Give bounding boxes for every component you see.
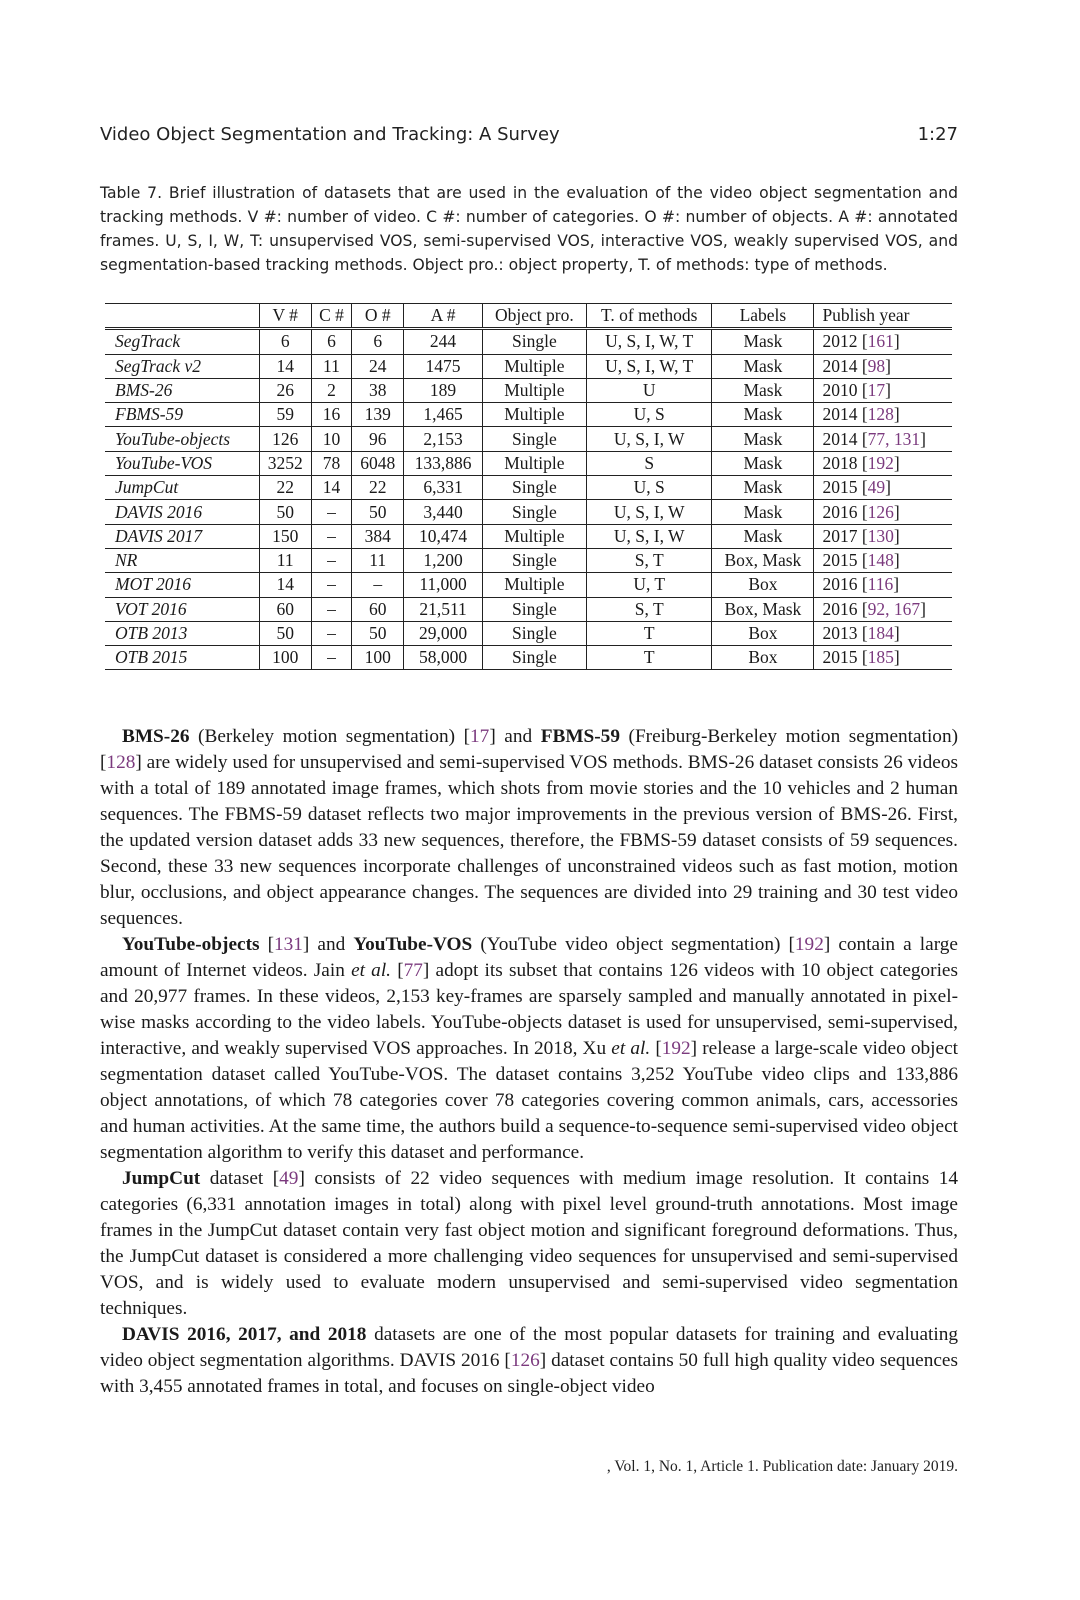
cell-name: OTB 2015 [115,647,188,668]
dataset-name: YouTube-objects [122,934,260,955]
cell-a: 1475 [404,354,482,378]
cell-year: 2013 [184] [814,621,952,645]
cell-o: 100 [352,646,404,670]
cell-year: 2015 [49] [814,476,952,500]
cell-t: U, S, I, W [587,524,712,548]
table-row [105,378,952,402]
running-header [100,124,958,145]
running-title: Video Object Segmentation and Tracking: A Survey [100,124,560,145]
citation-link[interactable]: 49 [279,1168,299,1189]
citation-link[interactable]: 130 [867,525,894,546]
cell-t: S, T [587,597,712,621]
cell-year: 2010 [17] [814,378,952,402]
cell-t: U [587,378,712,402]
citation-link[interactable]: 148 [867,550,894,571]
text: ] and [302,934,354,955]
cell-obj: Multiple [482,354,586,378]
cell-t: U, S, I, W [587,500,712,524]
cell-v: 150 [259,524,311,548]
cell-a: 1,200 [404,548,482,572]
cell-c: – [311,597,351,621]
cell-o: 96 [352,427,404,451]
text: dataset [ [200,1168,280,1189]
text: (YouTube video object segmentation) [ [472,934,795,955]
cell-o: 60 [352,597,404,621]
table-row [105,573,952,597]
cell-c: 11 [311,354,351,378]
cell-name: OTB 2013 [115,623,188,643]
year: 2014 [822,404,858,425]
cell-year: 2014 [77, 131] [814,427,952,451]
citation-link[interactable]: 126 [510,1350,540,1371]
citation-link[interactable]: 126 [867,501,894,522]
table-caption: Table 7. Brief illustration of datasets that are used in the evaluation of the video object segmentation and tracking methods. V #: number of video. C #: number of categories. O #: number of objects. A #: annotated frames. U, S, I, W, T: unsupervised VOS, semi-supervised VOS, interactive VOS, weakly supervised VOS, and segmentation-based tracking methods. Object pro.: object property, T. of methods: type of methods. [100,184,958,274]
cell-a: 133,886 [404,451,482,475]
table-row [105,329,952,354]
year: 2016 [822,574,858,595]
cell-c: 6 [311,329,351,354]
table-row [105,354,952,378]
year: 2015 [822,550,858,571]
cell-c: 78 [311,451,351,475]
cell-obj: Single [482,427,586,451]
cell-labels: Box [712,573,814,597]
cell-labels: Box [712,646,814,670]
page-number: 1:27 [917,124,958,145]
citation-link[interactable]: 17 [470,726,490,747]
cell-o: 139 [352,403,404,427]
cell-a: 58,000 [404,646,482,670]
cell-t: S, T [587,548,712,572]
cell-o: 6048 [352,451,404,475]
cell-c: 14 [311,476,351,500]
cell-labels: Mask [712,476,814,500]
cell-name: YouTube-VOS [115,452,213,473]
year: 2012 [822,331,858,352]
cell-t: U, S, I, W, T [587,354,712,378]
citation-link[interactable]: 192 [661,1038,691,1059]
table-row [105,597,952,621]
cell-obj: Single [482,597,586,621]
cell-obj: Multiple [482,378,586,402]
cell-v: 14 [259,354,311,378]
year: 2018 [822,452,858,473]
citation-link[interactable]: 49 [867,477,886,498]
year: 2016 [822,598,858,619]
year: 2016 [822,501,858,522]
cell-obj: Single [482,476,586,500]
cell-v: 6 [259,329,311,354]
table-row [105,646,952,670]
column-header [105,304,259,329]
cell-year: 2018 [192] [814,451,952,475]
cell-year: 2016 [92, 167] [814,597,952,621]
cell-year: 2012 [161] [814,329,952,354]
cell-a: 21,511 [404,597,482,621]
cell-year: 2014 [128] [814,403,952,427]
datasets-table [105,303,952,670]
column-header: A # [404,304,482,329]
cell-obj: Single [482,329,586,354]
cell-name: DAVIS 2017 [115,525,203,546]
cell-o: 38 [352,378,404,402]
cell-name: FBMS-59 [115,404,184,425]
citation-link[interactable]: 128 [106,752,136,773]
cell-year: 2016 [126] [814,500,952,524]
column-header: Publish year [814,304,952,329]
cell-v: 60 [259,597,311,621]
table-row [105,500,952,524]
cell-v: 59 [259,403,311,427]
cell-a: 29,000 [404,621,482,645]
cell-v: 22 [259,476,311,500]
citation-link[interactable]: 161 [867,331,894,352]
cell-t: S [587,451,712,475]
cell-c: 16 [311,403,351,427]
cell-o: 22 [352,476,404,500]
table-row [105,403,952,427]
citation-link[interactable]: 131 [274,934,303,955]
citation-link[interactable]: 184 [867,623,894,643]
table-row [105,621,952,645]
cell-labels: Mask [712,451,814,475]
cell-v: 50 [259,500,311,524]
year: 2015 [822,477,858,498]
table-row [105,524,952,548]
cell-a: 2,153 [404,427,482,451]
text: datasets are one of the most popular datasets for training and evaluating video object segmentation algorithms. DAVIS 2016 [ [100,1324,958,1371]
cell-o: 384 [352,524,404,548]
cell-t: T [587,646,712,670]
text: ] are widely used for unsupervised and semi-supervised VOS methods. BMS-26 dataset consists 26 videos with a total of 189 annotated image frames, which shots from movie stories and the 10 vehicles and 2 human sequences. The FBMS-59 dataset reflects two major improvements in the previous version of BMS-26. First, the updated version dataset adds 33 new sequences, therefore, the FBMS-59 dataset consists of 59 sequences. Second, these 33 new sequences incorporate challenges of unconstrained videos such as fast motion, motion blur, occlusions, and object appearance changes. The sequences are divided into 29 training and 30 test video sequences. [100,752,958,929]
cell-t: U, S [587,476,712,500]
cell-labels: Box [712,621,814,645]
cell-v: 26 [259,378,311,402]
dataset-name: FBMS-59 [540,726,620,747]
cell-obj: Multiple [482,403,586,427]
cell-labels: Mask [712,329,814,354]
publication-footer: , Vol. 1, No. 1, Article 1. Publication date: January 2019. [606,1458,958,1475]
paragraph [100,1166,958,1322]
cell-v: 126 [259,427,311,451]
citation-link[interactable]: 116 [867,574,894,595]
year: 2017 [822,525,858,546]
cell-year: 2014 [98] [814,354,952,378]
column-header: Object pro. [482,304,586,329]
text: et al. [611,1038,651,1059]
citation-link[interactable]: 17 [867,380,886,401]
citation-link[interactable]: 98 [867,355,886,376]
cell-a: 1,465 [404,403,482,427]
text: ] dataset contains 50 full high quality video sequences with 3,455 annotated frames in total, and focuses on single-object video [100,1350,958,1397]
cell-obj: Multiple [482,524,586,548]
cell-t: U, S, I, W [587,427,712,451]
year: 2014 [822,355,858,376]
cell-name: NR [115,550,138,571]
text: ] and [489,726,541,747]
cell-v: 3252 [259,451,311,475]
column-header: Labels [712,304,814,329]
cell-c: – [311,524,351,548]
column-header: V # [259,304,311,329]
citation-link[interactable]: 185 [867,647,894,668]
table-row [105,548,952,572]
cell-year: 2015 [185] [814,646,952,670]
cell-obj: Single [482,548,586,572]
citation-link[interactable]: 192 [867,452,894,473]
cell-year: 2016 [116] [814,573,952,597]
column-header: T. of methods [587,304,712,329]
cell-obj: Single [482,621,586,645]
cell-obj: Single [482,646,586,670]
cell-obj: Multiple [482,451,586,475]
text: ] contain a large amount of Internet videos. Jain [100,934,958,981]
cell-v: 100 [259,646,311,670]
column-header: C # [311,304,351,329]
year: 2014 [822,428,858,449]
text: ] release a large-scale video object segmentation dataset called YouTube-VOS. The dataset contains 3,252 YouTube video clips and 133,886 object annotations, of which 78 categories cover 78 categories covering common animals, cars, accessories and human activities. At the same time, the authors build a sequence-to-sequence semi-supervised video object segmentation algorithm to verify this dataset and performance. [100,1038,958,1163]
cell-labels: Mask [712,378,814,402]
text: [ [259,934,274,955]
cell-name: VOT 2016 [115,598,187,619]
text: (Berkeley motion segmentation) [ [189,726,471,747]
year: 2015 [822,647,858,668]
cell-a: 11,000 [404,573,482,597]
column-header: O # [352,304,404,329]
cell-c: – [311,500,351,524]
paragraph [100,932,958,1166]
cell-name: SegTrack [115,331,181,352]
text: ] consists of 22 video sequences with medium image resolution. It contains 14 categories (6,331 annotation images in total) along with pixel level ground-truth annotations. Most image frames in the JumpCut dataset contain very fast object motion and significant foreground deformations. Thus, the JumpCut dataset is considered a more challenging video sequences for unsupervised and semi-supervised VOS, and is widely used to evaluate modern unsupervised and semi-supervised video segmentation techniques. [100,1168,958,1319]
cell-name: MOT 2016 [115,574,192,595]
cell-v: 50 [259,621,311,645]
cell-c: – [311,621,351,645]
cell-c: 2 [311,378,351,402]
cell-a: 10,474 [404,524,482,548]
cell-c: – [311,646,351,670]
text: [ [650,1038,662,1059]
cell-t: U, S [587,403,712,427]
text: et al. [351,960,391,981]
cell-o: 24 [352,354,404,378]
text: (Freiburg-Berkeley motion segmentation) [ [100,726,958,773]
body-text [100,724,958,1400]
cell-labels: Mask [712,354,814,378]
cell-name: SegTrack v2 [115,355,202,376]
cell-name: BMS-26 [115,380,173,401]
cell-v: 14 [259,573,311,597]
dataset-name: YouTube-VOS [353,934,473,955]
cell-name: YouTube-objects [115,428,231,449]
cell-labels: Mask [712,500,814,524]
cell-labels: Mask [712,403,814,427]
cell-c: 10 [311,427,351,451]
cell-t: T [587,621,712,645]
citation-link[interactable]: 77 [403,960,423,981]
cell-t: U, S, I, W, T [587,329,712,354]
table-row [105,476,952,500]
cell-c: – [311,573,351,597]
citation-link[interactable]: 77, 131 [867,428,921,449]
cell-a: 6,331 [404,476,482,500]
cell-o: 11 [352,548,404,572]
citation-link[interactable]: 192 [794,934,824,955]
cell-name: DAVIS 2016 [115,501,203,522]
year: 2010 [822,380,858,401]
paragraph [100,724,958,932]
cell-name: JumpCut [115,477,179,498]
table-row [105,427,952,451]
cell-labels: Box, Mask [712,597,814,621]
dataset-name: JumpCut [122,1168,201,1189]
cell-obj: Multiple [482,573,586,597]
cell-year: 2017 [130] [814,524,952,548]
dataset-name: BMS-26 [122,726,190,747]
cell-labels: Mask [712,524,814,548]
cell-a: 189 [404,378,482,402]
cell-labels: Box, Mask [712,548,814,572]
paragraph [100,1322,958,1400]
cell-o: 50 [352,500,404,524]
citation-link[interactable]: 128 [867,404,894,425]
cell-o: 6 [352,329,404,354]
cell-a: 244 [404,329,482,354]
cell-year: 2015 [148] [814,548,952,572]
cell-labels: Mask [712,427,814,451]
cell-t: U, T [587,573,712,597]
cell-o: – [352,573,404,597]
year: 2013 [822,623,858,643]
cell-o: 50 [352,621,404,645]
cell-v: 11 [259,548,311,572]
text: ] adopt its subset that contains 126 videos with 10 object categories and 20,977 frames. In these videos, 2,153 key-frames are sparsely sampled and manually annotated in pixel-wise masks according to the video labels. YouTube-objects dataset is used for unsupervised, semi-supervised, interactive, and weakly supervised VOS approaches. In 2018, Xu [100,960,958,1059]
cell-c: – [311,548,351,572]
cell-a: 3,440 [404,500,482,524]
table-header-row [105,304,952,329]
table-row [105,451,952,475]
text: [ [391,960,404,981]
cell-obj: Single [482,500,586,524]
citation-link[interactable]: 92, 167 [867,598,921,619]
dataset-name: DAVIS 2016, 2017, and 2018 [122,1324,367,1345]
